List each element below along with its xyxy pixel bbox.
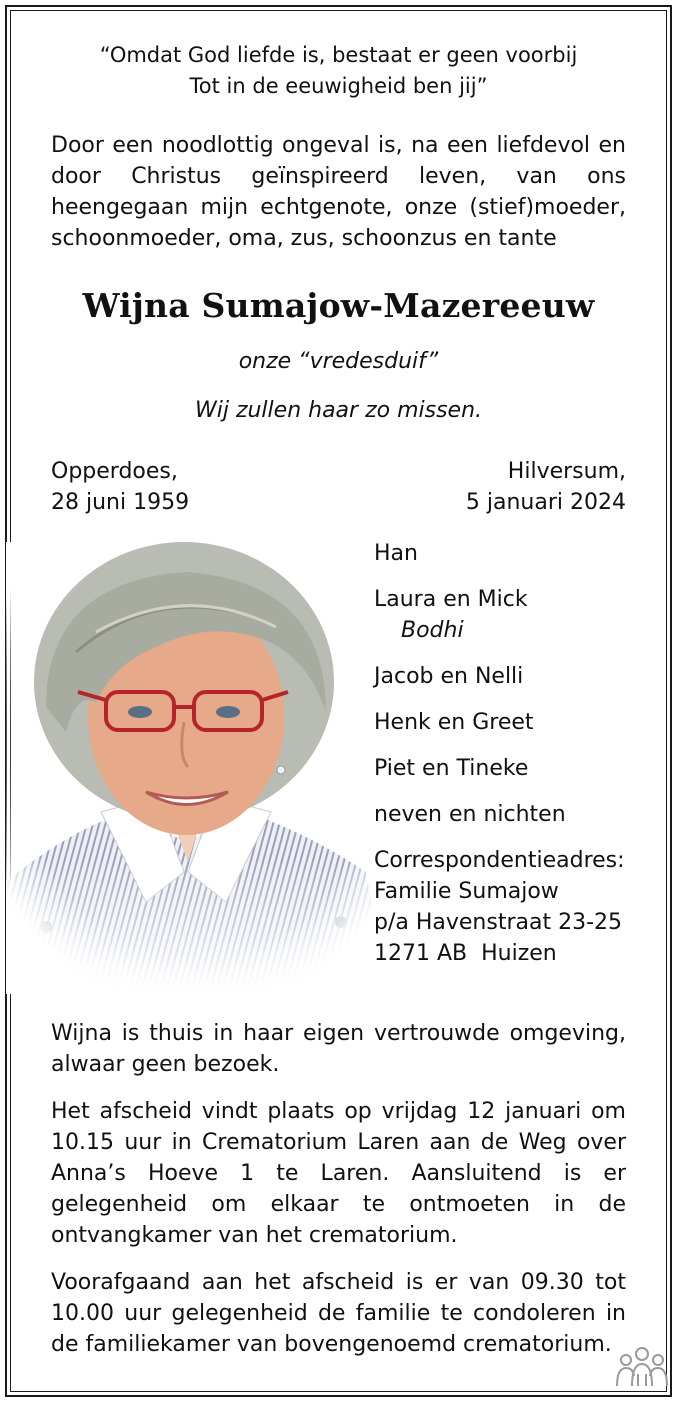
family-member-1: Han [374, 541, 418, 566]
family-member-2-names: Laura en Mick [374, 587, 528, 612]
correspondence-address [374, 845, 634, 969]
death-date: 5 januari 2024 [465, 490, 626, 515]
family-member-4: Henk en Greet [374, 710, 534, 735]
family-member-5: Piet en Tineke [374, 756, 529, 781]
deceased-name: Wijna Sumajow-Mazereeuw [82, 286, 595, 325]
intro-text: Door een noodlottig ongeval is, na een liefdevol en door Christus geïnspireerd leven, van ons heengegaan mijn echtgenote, onze (stief)moeder, schoonmoeder, oma, zus, schoonzus en tante [51, 133, 626, 251]
photo-and-family [51, 524, 626, 1004]
visit-paragraph: Wijna is thuis in haar eigen vertrouwde omgeving, alwaar geen bezoek. [51, 1021, 626, 1077]
family-member-2 [374, 584, 634, 646]
miss-line: Wij zullen haar zo missen. [194, 398, 483, 423]
family-member-3: Jacob en Nelli [374, 664, 524, 689]
obituary-content [51, 40, 626, 1360]
death-info [466, 456, 626, 518]
birth-info [51, 456, 189, 518]
birth-death-row [51, 456, 626, 518]
quote-line-2: Tot in de eeuwigheid ben jij” [189, 74, 488, 98]
family-member-6: neven en nichten [374, 802, 566, 827]
portrait-photo [6, 542, 386, 994]
grandchild-name: Bodhi [401, 618, 464, 643]
family-list [374, 538, 634, 969]
address-line-2: p/a Havenstraat 23-25 [374, 910, 623, 935]
nickname: onze “vredesduif” [238, 349, 439, 374]
opening-quote [51, 40, 626, 102]
birth-date: 28 juni 1959 [51, 490, 190, 515]
death-place: Hilversum, [507, 459, 626, 484]
condolence-paragraph: Voorafgaand aan het afscheid is er van 09.30 tot 10.00 uur gelegenheid de familie te condoleren in de familiekamer van bovengenoemd crematorium. [51, 1270, 626, 1357]
birth-place: Opperdoes, [51, 459, 178, 484]
address-line-3: 1271 AB Huizen [374, 941, 557, 966]
address-line-1: Familie Sumajow [374, 879, 559, 904]
farewell-paragraph: Het afscheid vindt plaats op vrijdag 12 januari om 10.15 uur in Crematorium Laren aan de Weg over Anna’s Hoeve 1 te Laren. Aansluitend is er gelegenheid om elkaar te ontmoeten in de ontvangkamer van het crematorium. [51, 1099, 626, 1248]
family-people-icon [615, 1346, 669, 1388]
address-label: Correspondentieadres: [374, 848, 625, 873]
quote-line-1: “Omdat God liefde is, bestaat er geen voorbij [99, 43, 578, 67]
